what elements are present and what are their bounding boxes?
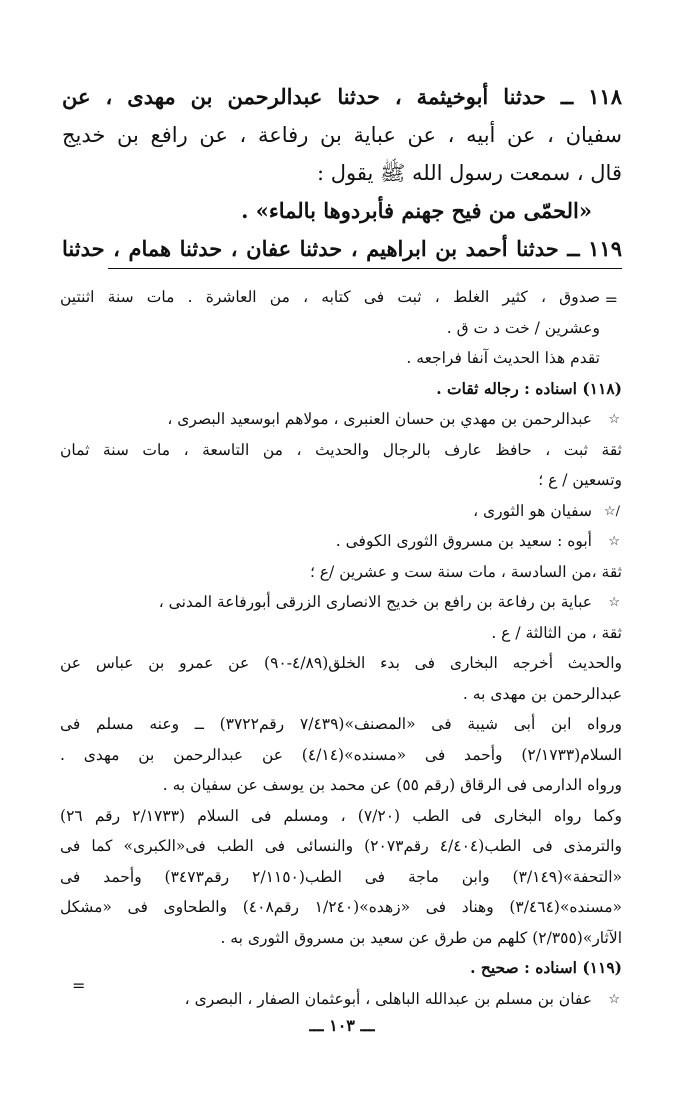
note-line: الآثار»(٢/٣٥٥) كلهم من طرق عن سعيد بن مسروق الثورى به . [220,928,622,947]
star-marker: ☆ [608,534,620,549]
note-line: صدوق ، كثير الغلط ، ثبت فى كتابه ، من العاشرة . مات سنة اثنتين [60,288,600,306]
star-marker: ☆ [608,992,620,1007]
hadith-118-line-2: سفيان ، عن أبيه ، عن عباية بن رفاعة ، عن رافع بن خديج [62,123,622,147]
continuation-mark-end: = [72,976,86,995]
note-line: والحديث أخرجه البخارى فى بدء الخلق(٤/٨٩-٩٠) عن عمرو بن عباس عن [60,654,622,672]
footnotes [60,282,622,1014]
note-line: أبوه : سعيد بن مسروق الثورى الكوفى . [335,532,592,550]
note-line: ورواه الدارمى فى الرقاق (رقم ٥٥) عن محمد بن يوسف عن سفيان به . [162,776,622,794]
note-line: عبدالرحمن بن مهدي بن حسان العنبرى ، مولاهم ابوسعيد البصرى ، [167,410,592,428]
note-heading-118: (١١٨) اسناده : رجاله ثقات . [436,378,622,398]
note-heading-119: (١١٩) اسناده : صحيح . [470,958,622,977]
note-line: ثقة ثبت ، حافظ عارف بالرجال والحديث ، من التاسعة ، مات سنة ثمان [60,440,622,459]
hadith-text [62,78,622,268]
note-line: ورواه ابن أبى شيبة فى «المصنف»(٧/٤٣٩ رقم٣٧٢٢) ــ وعنه مسلم فى [60,715,623,733]
hadith-118-line-3: قال ، سمعت رسول الله ﷺ يقول : [317,161,622,185]
page-number: ـــ ١٠٣ ـــ [309,1016,375,1035]
note-line: السلام(٢/١٧٣٣) وأحمد فى «مسنده»(٤/١٤) عن عبدالرحمن بن مهدى . [60,745,622,764]
note-line: ثقة ، من الثالثة / ع . [491,623,622,642]
note-line: سفيان هو الثورى ، [473,501,592,520]
note-line: وتسعين / ع ؛ [538,471,622,489]
hadith-118-matn: «الحمّى من فيح جهنم فأبردوها بالماء» . [241,198,592,223]
note-line: «التحفة»(٣/١٤٩) وابن ماجة فى الطب(٢/١١٥٠ رقم٣٤٧٣) وأحمد فى [60,867,623,886]
note-line: والترمذى فى الطب(٤/٤٠٤ رقم٢٠٧٣) والنسائى فى الطب فى«الكبرى» كما فى [60,837,622,855]
note-line: وعشرين / خت د ت ق . [446,318,600,337]
note-line: عباية بن رفاعة بن رافع بن خديج الانصارى الزرقى أبورفاعة المدنى ، [158,593,592,611]
note-line: عبدالرحمن بن مهدى به . [462,684,622,703]
note-line: «مسنده»(٣/٤٦٤) وهناد فى «زهده»(١/٢٤٠ رقم٤٠٨) والطحاوى فى «مشكل [60,898,622,916]
hadith-118-line-1: ١١٨ ــ حدثنا أبوخيثمة ، حدثنا عبدالرحمن بن مهدى ، عن [62,84,622,109]
star-marker: ☆/ [603,504,620,519]
continuation-mark: = [604,290,618,309]
star-marker: ☆ [608,595,620,610]
hadith-119-line-1: ١١٩ ــ حدثنا أحمد بن ابراهيم ، حدثنا عفان ، حدثنا همام ، حدثنا [62,236,622,261]
note-line: تقدم هذا الحديث آنفا فراجعه . [406,349,600,367]
note-line: عفان بن مسلم بن عبدالله الباهلى ، أبوعثمان الصفار ، البصرى ، [184,989,592,1008]
footnote-divider [108,268,622,269]
star-marker: ☆ [608,412,620,427]
note-line: ثقة ،من السادسة ، مات سنة ست و عشرين /ع ؛ [309,562,622,581]
note-line: وكما رواه البخارى فى الطب (٧/٢٠) ، ومسلم فى السلام (٢/١٧٣٣ رقم ٢٦) [60,806,622,825]
